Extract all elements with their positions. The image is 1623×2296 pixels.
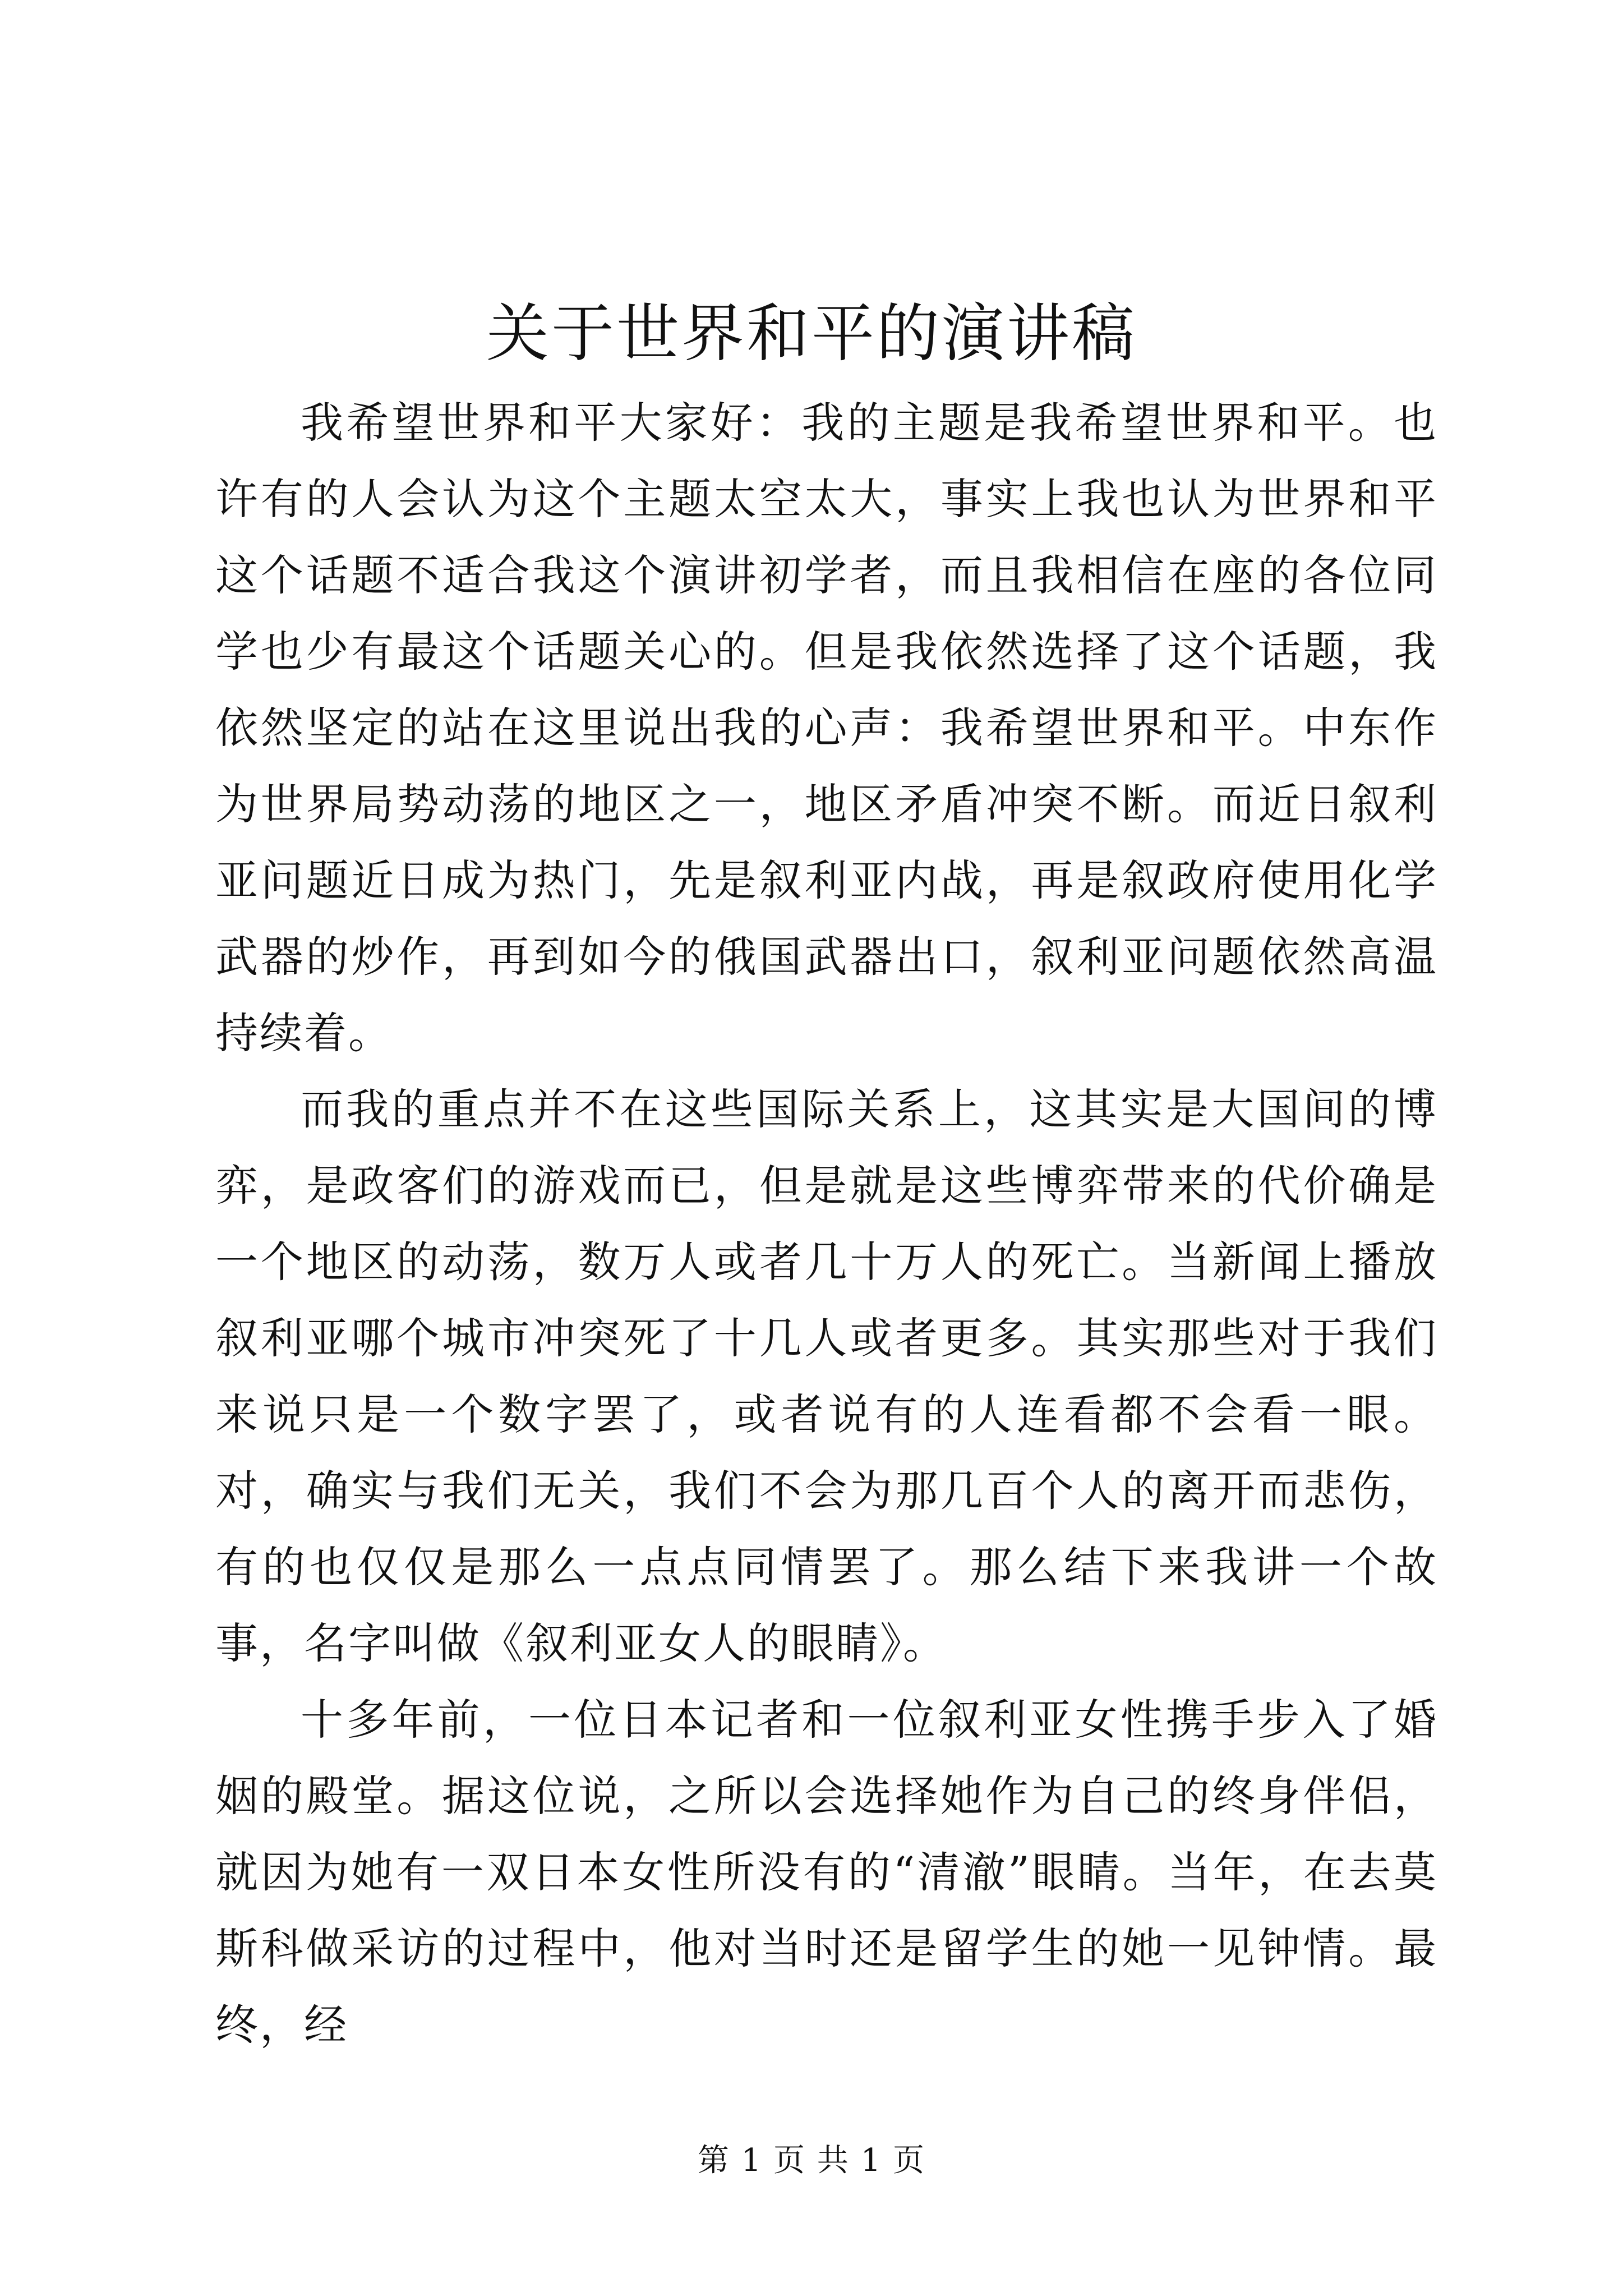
paragraph-2: 而我的重点并不在这些国际关系上，这其实是大国间的博弈，是政客们的游戏而已，但是就是这些博弈带来的代价确是一个地区的动荡，数万人或者几十万人的死亡。当新闻上播放叙利亚哪个城市冲突死了十几人或者更多。其实那些对于我们来说只是一个数字罢了，或者说有的人连看都不会看一眼。对，确实与我们无关，我们不会为那几百个人的离开而悲伤，有的也仅仅是那么一点点同情罢了。那么结下来我讲一个故事，名字叫做《叙利亚女人的眼睛》。: [215, 1084, 1438, 1668]
document-title: 关于世界和平的演讲稿: [486, 297, 1137, 370]
page-footer: 第 1 页 共 1 页: [697, 2142, 926, 2179]
document-body: [215, 385, 1438, 2063]
paragraph-1: 我希望世界和平大家好：我的主题是我希望世界和平。也许有的人会认为这个主题太空太大，事实上我也认为世界和平这个话题不适合我这个演讲初学者，而且我相信在座的各位同学也少有最这个话题关心的。但是我依然选择了这个话题，我依然坚定的站在这里说出我的心声：我希望世界和平。中东作为世界局势动荡的地区之一，地区矛盾冲突不断。而近日叙利亚问题近日成为热门，先是叙利亚内战，再是叙政府使用化学武器的炒作，再到如今的俄国武器出口，叙利亚问题依然高温持续着。: [215, 398, 1438, 1058]
paragraph-3: 十多年前，一位日本记者和一位叙利亚女性携手步入了婚姻的殿堂。据这位说，之所以会选择她作为自己的终身伴侣，就因为她有一双日本女性所没有的“清澈”眼睛。当年，在去莫斯科做采访的过程中，他对当时还是留学生的她一见钟情。最终，经: [215, 1695, 1438, 2050]
